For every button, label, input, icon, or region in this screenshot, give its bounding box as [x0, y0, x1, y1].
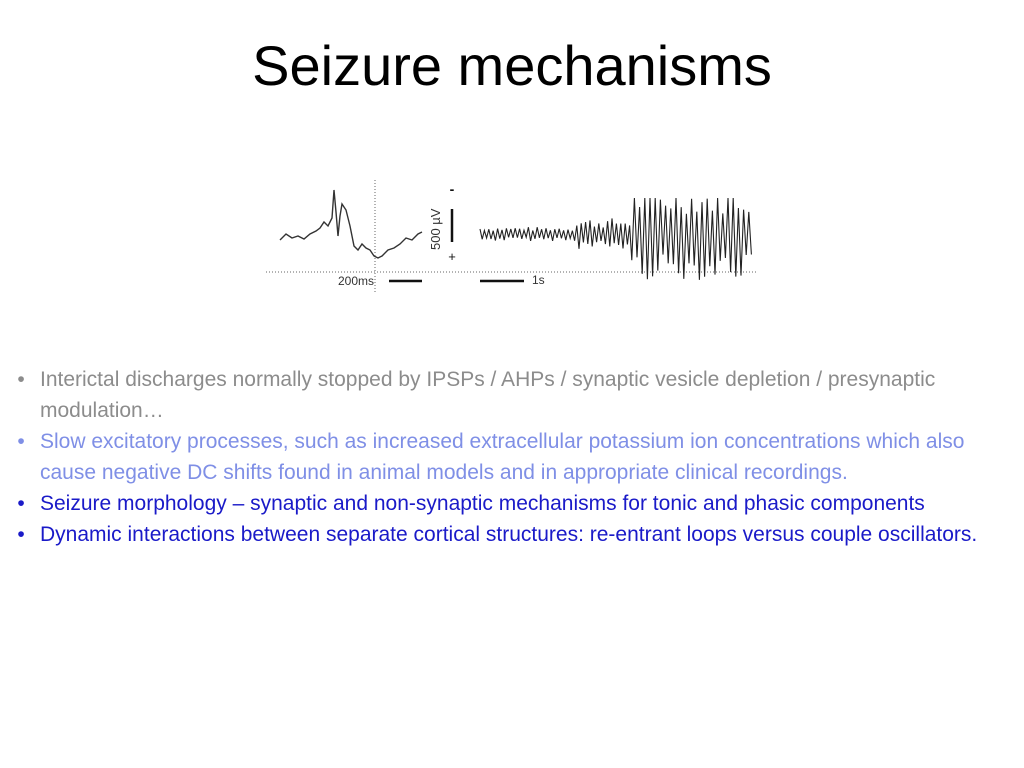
- eeg-trace-figure: [262, 176, 762, 292]
- bullet-item: [10, 519, 1000, 550]
- eeg-trace-svg: [262, 176, 762, 292]
- bullet-text: Interictal discharges normally stopped by IPSPs / AHPs / synaptic vesicle depletion / presynaptic modulation…: [40, 368, 936, 422]
- bullet-text: Slow excitatory processes, such as increased extracellular potassium ion concentrations which also cause negative DC shifts found in animal models and in appropriate clinical recordings.: [40, 430, 965, 484]
- slide-title: Seizure mechanisms: [252, 34, 772, 97]
- seizure-onset-trace: [480, 198, 751, 280]
- interictal-spike-trace: [280, 190, 422, 258]
- bullet-symbol: •: [17, 368, 25, 391]
- bullet-item: [10, 488, 1000, 519]
- bullet-symbol: •: [17, 430, 25, 453]
- bullet-item: [10, 364, 1000, 426]
- time-scale-label-right: 1s: [532, 273, 545, 287]
- bullet-item: [10, 426, 1000, 488]
- bullet-text: Seizure morphology – synaptic and non-synaptic mechanisms for tonic and phasic components: [40, 492, 925, 515]
- bullet-text: Dynamic interactions between separate cortical structures: re-entrant loops versus couple oscillators.: [40, 523, 978, 546]
- polarity-minus-label: -: [449, 181, 455, 197]
- bullet-list: [10, 364, 1000, 550]
- polarity-plus-label: +: [448, 249, 456, 264]
- bullet-symbol: •: [17, 492, 25, 515]
- bullet-symbol: •: [17, 523, 25, 546]
- voltage-scale-label: 500 µV: [428, 208, 443, 250]
- time-scale-label-left: 200ms: [338, 274, 375, 288]
